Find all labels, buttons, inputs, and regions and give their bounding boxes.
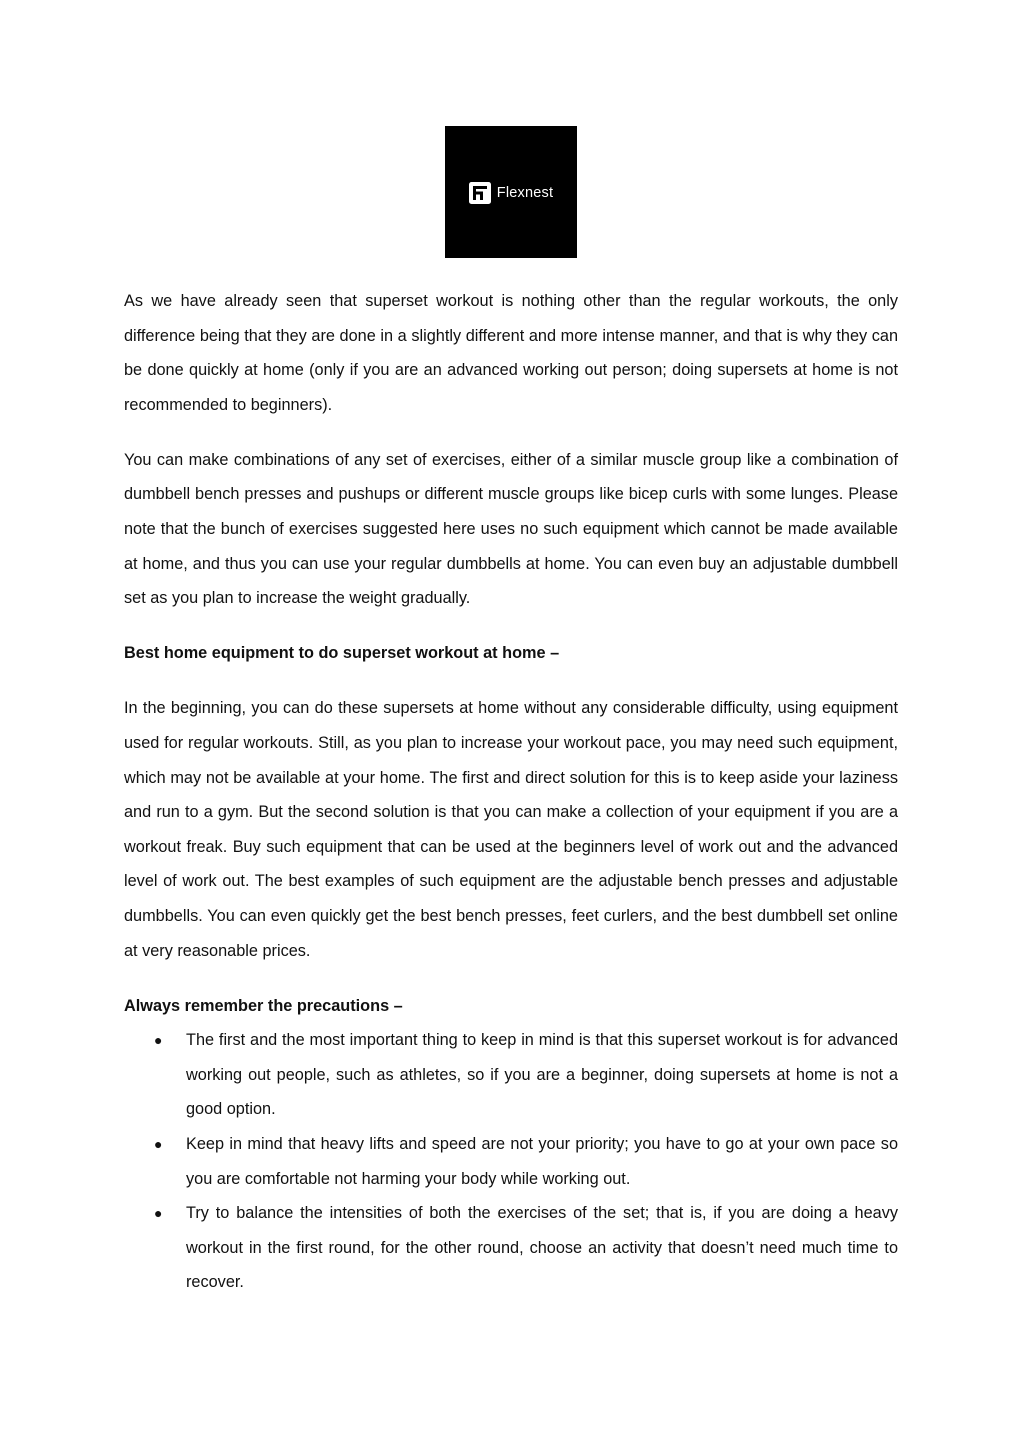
bullet-icon: ● [154, 1032, 163, 1049]
flexnest-logo [445, 126, 577, 258]
precautions-list [124, 1023, 898, 1300]
bullet-icon: ● [154, 1205, 163, 1222]
list-item-text: Try to balance the intensities of both the exercises of the set; that is, if you are doing a heavy workout in the first round, for the other round, choose an activity that doesn’t need much time to recover. [186, 1204, 898, 1292]
logo-lockup [469, 182, 553, 204]
document-body [124, 284, 898, 1300]
list-item [124, 1023, 898, 1127]
paragraph-equipment: In the beginning, you can do these supersets at home without any considerable difficulty, using equipment used for regular workouts. Still, as you plan to increase your workout pace, you may need such equipment, which may not be available at your home. The first and direct solution for this is to keep aside your laziness and run to a gym. But the second solution is that you can make a collection of your equipment if you are a workout freak. Buy such equipment that can be used at the beginners level of work out and the advanced level of work out. The best examples of such equipment are the adjustable bench presses and adjustable dumbbells. You can even quickly get the best bench presses, feet curlers, and the best dumbbell set online at very reasonable prices. [124, 699, 898, 960]
list-item [124, 1196, 898, 1300]
heading-equipment: Best home equipment to do superset workout at home – [124, 644, 560, 663]
paragraph-intro: As we have already seen that superset workout is nothing other than the regular workouts, the only difference being that they are done in a slightly different and more intense manner, and that is why they can be done quickly at home (only if you are an advanced working out person; doing supersets at home is not recommended to beginners). [124, 292, 898, 414]
list-item-text: The first and the most important thing to keep in mind is that this superset workout is for advanced working out people, such as athletes, so if you are a beginner, doing supersets at home is not a good option. [186, 1031, 898, 1119]
bullet-icon: ● [154, 1136, 163, 1153]
heading-precautions: Always remember the precautions – [124, 996, 403, 1015]
logo-text: Flexnest [496, 185, 554, 201]
flexnest-logo-icon [469, 182, 491, 204]
list-item-text: Keep in mind that heavy lifts and speed are not your priority; you have to go at your own pace so you are comfortable not harming your body while working out. [186, 1135, 898, 1188]
list-item [124, 1127, 898, 1196]
paragraph-combinations: You can make combinations of any set of exercises, either of a similar muscle group like a combination of dumbbell bench presses and pushups or different muscle groups like bicep curls with some lunges. Please note that the bunch of exercises suggested here uses no such equipment which cannot be made available at home, and thus you can use your regular dumbbells at home. You can even buy an adjustable dumbbell set as you plan to increase the weight gradually. [124, 450, 898, 608]
